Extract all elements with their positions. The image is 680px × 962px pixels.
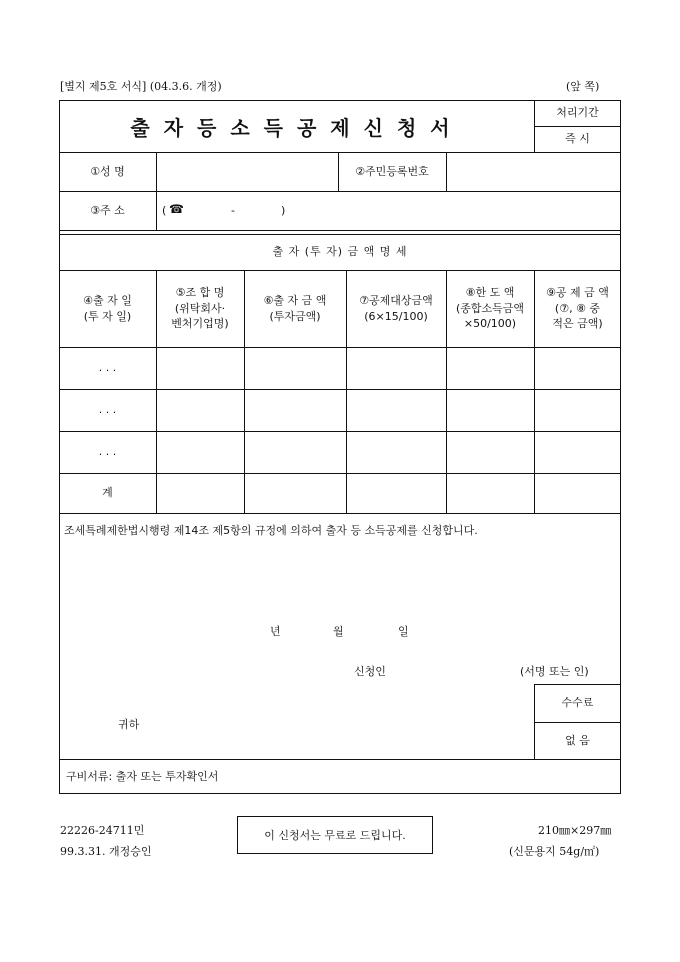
approval-date: 99.3.31. 개정승인: [60, 845, 152, 858]
name-field[interactable]: [156, 152, 338, 191]
applicant-label: 신청인: [354, 665, 386, 678]
rule: [59, 513, 621, 514]
col-header-deductible-amount: ⑦공제대상금액 (6×15/100): [359, 293, 433, 323]
rrn-label: ②주민등록번호: [355, 164, 429, 178]
free-notice-box: 이 신청서는 무료로 드립니다.: [237, 816, 433, 854]
form-code: 22226-24711민: [60, 824, 145, 837]
required-documents: 구비서류: 출자 또는 투자확인서: [66, 770, 219, 783]
signature-label: (서명 또는 인): [520, 665, 589, 678]
paper-type: (신문용지 54g/㎡): [509, 845, 600, 858]
phone-close-paren: ): [281, 204, 286, 217]
day-label: 일: [398, 625, 409, 638]
table-row-date[interactable]: . . .: [98, 361, 117, 375]
col-header-deduction-amount: ⑨공 제 금 액 (⑦, ⑧ 중 적은 금액): [546, 285, 609, 331]
fee-label: 수수료: [561, 696, 594, 710]
rrn-field[interactable]: [446, 152, 621, 191]
page-side-label: (앞 쪽): [566, 80, 600, 93]
col-header-limit-amount: ⑧한 도 액 (종합소득금액 ×50/100): [455, 285, 525, 331]
rule: [59, 759, 621, 760]
month-label: 월: [333, 625, 344, 638]
processing-period-label: 처리기간: [556, 106, 599, 120]
detail-section-title: 출 자 (투 자) 금 액 명 세: [272, 245, 408, 259]
year-label: 년: [270, 625, 281, 638]
addressee-label: 귀하: [118, 718, 140, 731]
processing-period-value: 즉 시: [565, 132, 590, 146]
telephone-icon: ☎: [169, 202, 184, 216]
col-header-association-name: ⑤조 합 명 (위탁회사· 벤처기업명): [171, 285, 229, 331]
col-header-investment-date: ④출 자 일 (투 자 일): [83, 293, 132, 323]
phone-dash: -: [231, 204, 235, 217]
col-header-investment-amount: ⑥출 자 금 액 (투자금액): [263, 293, 327, 323]
rule: [59, 230, 621, 231]
name-label: ①성 명: [90, 164, 125, 178]
fee-value: 없 음: [565, 733, 590, 747]
address-field[interactable]: [156, 191, 621, 230]
table-row-date[interactable]: . . .: [98, 445, 117, 459]
phone-open-paren: (: [162, 204, 167, 217]
application-statement: 조세특례제한법시행령 제14조 제5항의 규정에 의하여 출자 등 소득공제를 신청합니다.: [64, 524, 478, 537]
total-label: 계: [102, 486, 113, 500]
table-row-date[interactable]: . . .: [98, 403, 117, 417]
form-title: 출자등소득공제신청서: [130, 115, 464, 140]
address-label: ③주 소: [90, 203, 125, 217]
paper-size: 210㎜×297㎜: [538, 824, 612, 837]
form-number: [별지 제5호 서식] (04.3.6. 개정): [60, 80, 222, 93]
